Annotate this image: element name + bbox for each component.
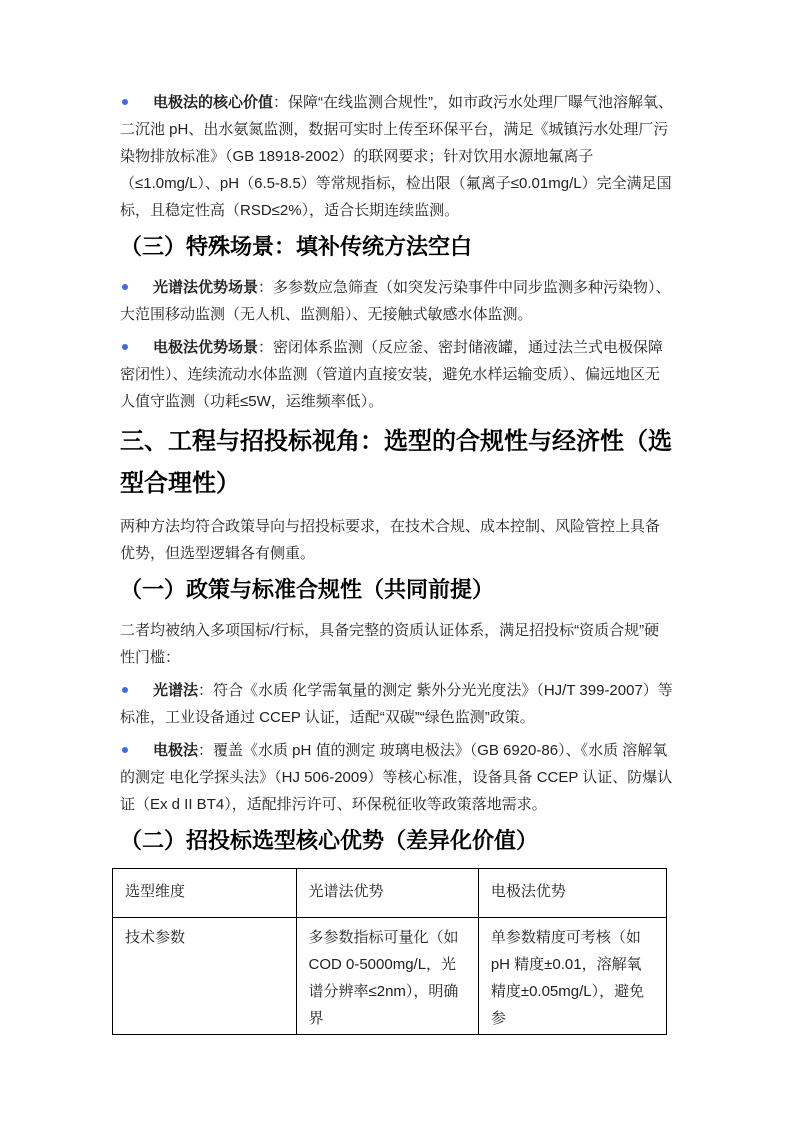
bullet-label: 电极法的核心价值: [153, 94, 274, 111]
comparison-table: [112, 868, 667, 1035]
bullet-dot-icon: [122, 747, 128, 753]
section-heading-special-scenes: （三）特殊场景：填补传统方法空白: [120, 234, 473, 259]
bullet-text: ：覆盖《水质 pH 值的测定 玻璃电极法》（GB 6920-86）、《水质 溶解氧的测定 电化学探头法》（HJ 506-2009）等核心标准，设备具备 CCEP 认证、防爆认证（Ex d II BT4），适配排污许可、环保税征收等政策落地需求。: [120, 742, 673, 813]
list-item-spectral-standards: [120, 677, 673, 731]
bullet-label: 电极法优势场景: [153, 339, 259, 356]
bullet-label: 光谱法: [153, 682, 199, 699]
list-item-electrode-core-value: [120, 89, 673, 224]
table-cell-electrode: 单参数精度可考核（如 pH 精度±0.01，溶解氧精度±0.05mg/L），避免参: [478, 918, 666, 1035]
table-cell-dimension: 技术参数: [113, 918, 297, 1035]
table-header-row: [113, 869, 667, 918]
chapter-heading-engineering-bidding: 三、工程与招投标视角：选型的合规性与经济性（选型合理性）: [120, 428, 672, 497]
bullet-label: 电极法: [153, 742, 199, 759]
bullet-text: ：符合《水质 化学需氧量的测定 紫外分光光度法》（HJ/T 399-2007）等标准，工业设备通过 CCEP 认证，适配“双碳”“绿色监测”政策。: [120, 682, 673, 726]
list-item-electrode-standards: [120, 737, 673, 818]
bullet-text: ：保障“在线监测合规性”，如市政污水处理厂曝气池溶解氧、二沉池 pH、出水氨氮监测，数据可实时上传至环保平台，满足《城镇污水处理厂污染物排放标准》（GB 18918-2002）的联网要求；针对饮用水源地氟离子（≤1.0mg/L）、pH（6.5-8.5）等常规指标，检出限（氟离子≤0.01mg/L）完全满足国标，且稳定性高（RSD≤2%），适合长期连续监测。: [120, 94, 674, 219]
bullet-dot-icon: [122, 344, 128, 350]
section-heading-policy-compliance: （一）政策与标准合规性（共同前提）: [120, 577, 495, 602]
table-header-dimension: 选型维度: [113, 869, 297, 918]
bullet-text: ：密闭体系监测（反应釜、密封储液罐，通过法兰式电极保障密闭性）、连续流动水体监测（管道内直接安装，避免水样运输变质）、偏远地区无人值守监测（功耗≤5W，运维频率低）。: [120, 339, 664, 410]
bullet-text: ：多参数应急筛查（如突发污染事件中同步监测多种污染物）、大范围移动监测（无人机、监测船）、无接触式敏感水体监测。: [120, 279, 671, 323]
list-item-electrode-scenes: [120, 334, 673, 415]
bullet-label: 光谱法优势场景: [153, 279, 259, 296]
policy-intro-paragraph: 二者均被纳入多项国标/行标，具备完整的资质认证体系，满足招投标“资质合规”硬性门槛：: [120, 622, 660, 666]
section-heading-bidding-advantages: （二）招投标选型核心优势（差异化价值）: [120, 828, 539, 853]
bullet-dot-icon: [122, 284, 128, 290]
chapter-intro-paragraph: 两种方法均符合政策导向与招投标要求，在技术合规、成本控制、风险管控上具备优势，但选型逻辑各有侧重。: [120, 518, 661, 562]
table-header-spectral: 光谱法优势: [296, 869, 478, 918]
bullet-dot-icon: [122, 99, 128, 105]
table-cell-spectral: 多参数指标可量化（如 COD 0-5000mg/L，光谱分辨率≤2nm），明确界: [296, 918, 478, 1035]
table-header-electrode: 电极法优势: [478, 869, 666, 918]
bullet-dot-icon: [122, 687, 128, 693]
list-item-spectral-scenes: [120, 274, 673, 328]
table-row-technical-params: [113, 918, 667, 1035]
